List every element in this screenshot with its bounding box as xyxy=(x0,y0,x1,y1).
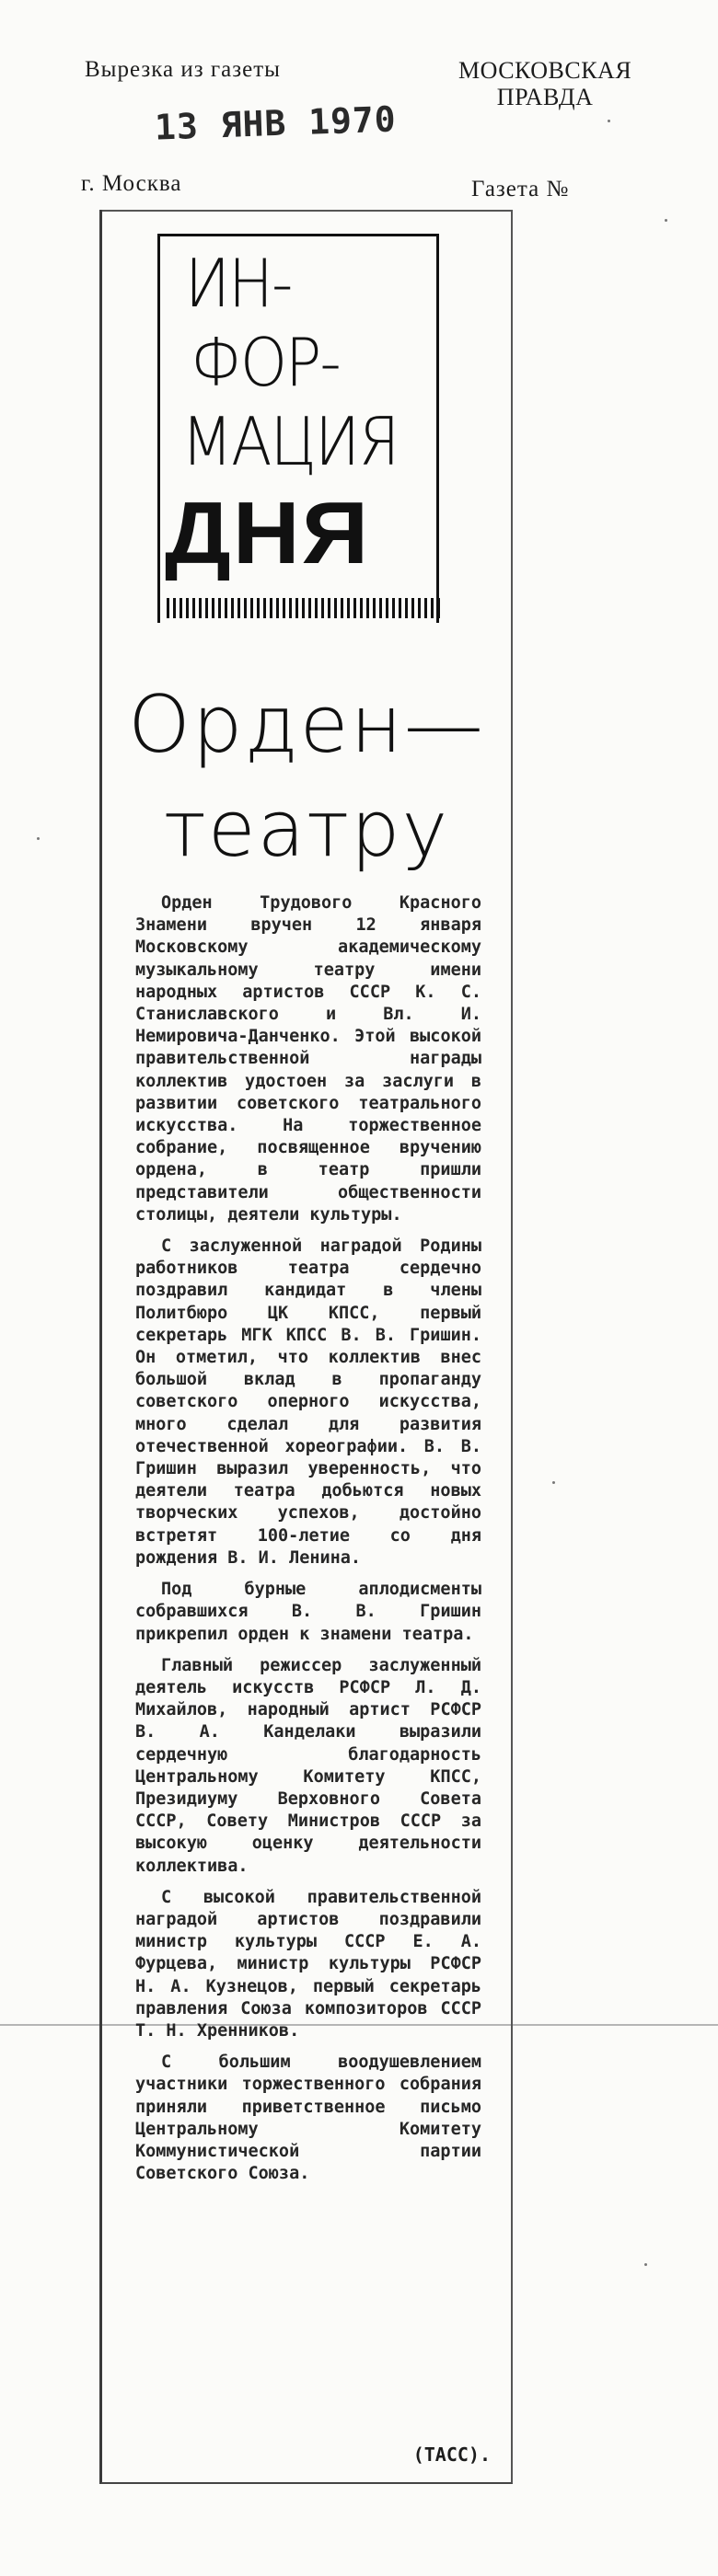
paper-speck xyxy=(552,1481,555,1484)
paper-number-label: Газета № xyxy=(471,177,570,201)
article-paragraph: С заслуженной наградой Родины работников театра сердечно поздравил кандидат в члены Политбюро ЦК КПСС, первый секретарь МГК КПСС В. В. Гришин. Он отметил, что коллектив внес большой вклад в пропаганду советского оперного искусства, много сделал для развития отечественной хореографии. В. В. Гришин выразил уверенность, что деятели театра добьются новых творческих успехов, достойно встретят 100-летие со дня рождения В. И. Ленина. xyxy=(135,1236,481,1568)
newspaper-name xyxy=(458,57,631,110)
newspaper-name-line2: ПРАВДА xyxy=(496,84,594,110)
headline-line-2: театру xyxy=(163,784,450,874)
rubric-line-4: ДНЯ xyxy=(165,484,371,582)
rubric-hatch-rule xyxy=(167,598,443,618)
article-column xyxy=(99,210,513,2484)
date-stamp: 13 ЯНВ 1970 xyxy=(154,98,398,148)
paper-speck xyxy=(665,219,667,222)
rubric-block xyxy=(157,234,443,629)
article-body xyxy=(135,892,481,2194)
article-paragraph: С большим воодушевлением участники торжественного собрания приняли приветственное письмо Центральному Комитету Коммунистической партии Советского Союза. xyxy=(135,2053,481,2184)
article-paragraph: С высокой правительственной наградой артистов поздравили министр культуры СССР Е. А. Фурцева, министр культуры РСФСР Н. А. Кузнецов, первый секретарь правления Союза композиторов СССР Т. Н. Хренников. xyxy=(135,1887,481,2041)
city-label: г. Москва xyxy=(81,171,182,196)
paper-speck xyxy=(644,2263,647,2266)
rubric-line-3: МАЦИЯ xyxy=(181,403,399,480)
headline-line-1: Орден— xyxy=(128,679,485,771)
newspaper-name-line1: МОСКОВСКАЯ xyxy=(458,57,632,84)
article-paragraph: Главный режиссер заслуженный деятель искусств РСФСР Л. Д. Михайлов, народный артист РСФСР В. А. Канделаки выразили сердечную благодарность Центральному Комитету КПСС, Президиуму Верховного Совета СССР, Совету Министров СССР за высокую оценку деятельности коллектива. xyxy=(135,1655,481,1876)
paper-speck xyxy=(37,837,40,840)
clipping-label: Вырезка из газеты xyxy=(85,57,281,82)
agency-signoff: (ТАСС). xyxy=(412,2444,491,2466)
column-top-rule xyxy=(102,210,511,212)
rubric-line-2: ФОР- xyxy=(191,324,341,401)
paper-speck xyxy=(608,120,610,122)
article-paragraph: Орден Трудового Красного Знамени вручен 12 января Московскому академическому музыкальному театру имени народных артистов СССР К. С. Станиславского и Вл. И. Немировича-Данченко. Этой высокой правительственной награды коллектив удостоен за заслуги в развитии советского театрального искусства. На торжественное собрание, посвященное вручению ордена, в театр пришли представители общественности столицы, деятели культуры. xyxy=(135,893,481,1225)
article-paragraph: Под бурные аплодисменты собравшихся В. В. Гришин прикрепил орден к знамени театра. xyxy=(135,1580,481,1644)
rubric-line-1: ИН- xyxy=(185,245,292,322)
